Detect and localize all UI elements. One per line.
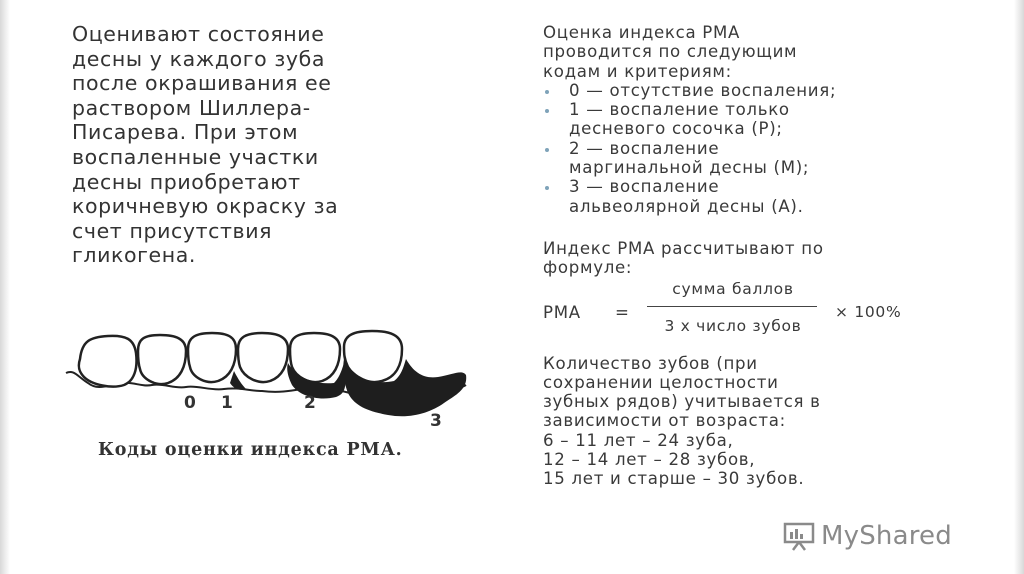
slide-right-shadow: [1014, 0, 1024, 574]
text-line: 12 – 14 лет – 28 зубов,: [543, 450, 756, 470]
text-line: десны у каждого зуба: [72, 46, 326, 71]
slide-left-shadow: [0, 0, 10, 574]
list-item: [543, 100, 983, 139]
text-line: проводится по следующим: [543, 42, 798, 62]
tooth: [238, 333, 288, 382]
formula-denominator: 3 х число зубов: [664, 316, 802, 335]
text-line: 3 — воспаление: [569, 177, 720, 197]
text-line: зубных рядов) учитывается в: [543, 392, 821, 412]
text-line: формуле:: [543, 258, 633, 278]
text-line: Оценка индекса РМА: [543, 23, 741, 42]
text-line: 2 — воспаление: [569, 138, 720, 158]
text-line: 0 — отсутствие воспаления;: [569, 80, 837, 100]
text-line: сохранении целостности: [543, 372, 779, 392]
text-line: альвеолярной десны (А).: [569, 196, 804, 216]
text-line: коричневую окраску за: [72, 194, 339, 219]
text-line: Количество зубов (при: [543, 353, 758, 373]
tooth: [138, 335, 186, 384]
text-line: 15 лет и старше – 30 зубов.: [543, 469, 805, 489]
formula-intro: [543, 239, 983, 278]
text-line: раствором Шиллера-: [72, 95, 311, 120]
fraction-bar: [647, 306, 817, 307]
teeth-count-block: [543, 354, 983, 489]
list-item: [543, 177, 983, 216]
pma-formula: [543, 279, 983, 346]
left-paragraph: [72, 22, 492, 268]
formula-multiplier: × 100%: [835, 302, 902, 321]
text-line: Оценивают состояние: [72, 22, 325, 46]
code-label: 1: [221, 393, 233, 413]
logo-text: MyShared: [821, 521, 952, 551]
criteria-intro: [543, 23, 983, 81]
text-line: 1 — воспаление только: [569, 100, 790, 120]
text-line: воспаленные участки: [72, 144, 319, 169]
text-line: маргинальной десны (М);: [569, 158, 810, 178]
criteria-list: [543, 81, 983, 216]
text-line: гликогена.: [72, 243, 196, 268]
text-line: десны приобретают: [72, 169, 301, 194]
text-line: 6 – 11 лет – 24 зуба,: [543, 430, 734, 450]
text-line: Индекс РМА рассчитывают по: [543, 238, 824, 258]
formula-equals: =: [615, 302, 630, 322]
right-column: [543, 23, 983, 489]
formula-numerator: сумма баллов: [672, 279, 794, 298]
code-label: 0: [184, 393, 196, 413]
text-line: кодам и критериям:: [543, 61, 732, 81]
text-line: зависимости от возраста:: [543, 411, 786, 431]
myshared-logo[interactable]: [783, 516, 993, 556]
formula-lhs: РМА: [543, 302, 581, 322]
presentation-board-icon: [783, 521, 815, 551]
text-line: десневого сосочка (Р);: [569, 119, 783, 139]
list-item: [543, 139, 983, 178]
code-label: 2: [304, 393, 316, 413]
text-line: счет присутствия: [72, 218, 273, 243]
list-item: [543, 81, 983, 100]
figure-caption: Коды оценки индекса РМА.: [98, 440, 403, 460]
text-line: после окрашивания ее: [72, 71, 332, 96]
tooth: [188, 333, 236, 382]
code-label: 3: [430, 411, 442, 431]
tooth: [79, 336, 137, 387]
text-line: Писарева. При этом: [72, 120, 299, 145]
